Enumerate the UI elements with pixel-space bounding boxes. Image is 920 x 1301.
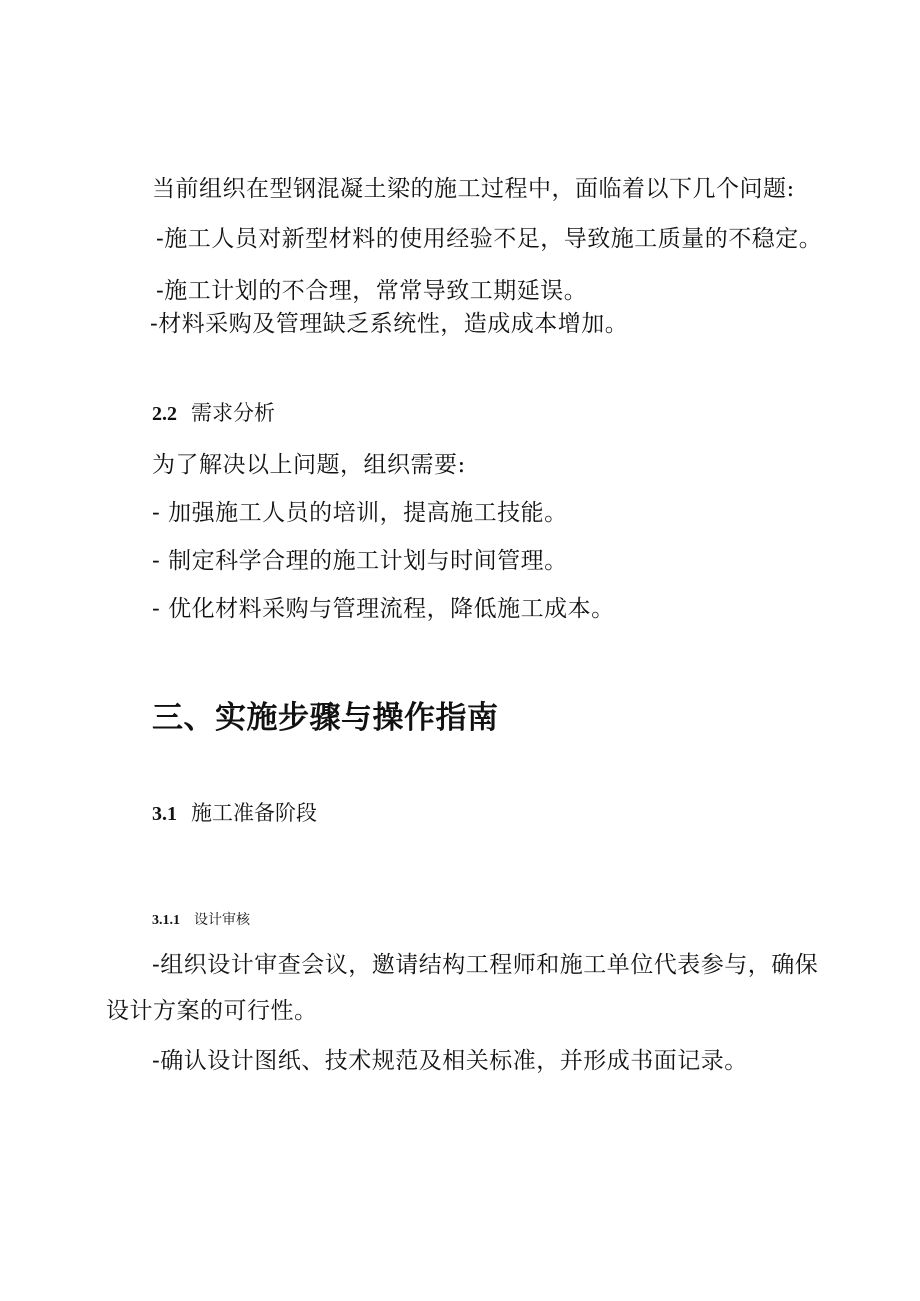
design-review-item-continued: 设计方案的可行性。: [106, 998, 318, 1024]
problem-item: -施工计划的不合理，常常导致工期延误。: [156, 278, 588, 304]
section-number: 3.1.1: [152, 913, 180, 928]
problem-item: -施工人员对新型材料的使用经验不足，导致施工质量的不稳定。: [156, 226, 823, 252]
section-number: 2.2: [152, 403, 177, 425]
section-heading-2-2: [152, 398, 275, 429]
section-title: 需求分析: [191, 401, 275, 425]
design-review-item: -确认设计图纸、技术规范及相关标准，并形成书面记录。: [152, 1048, 748, 1074]
need-item: - 加强施工人员的培训，提高施工技能。: [152, 500, 568, 526]
problems-intro: 当前组织在型钢混凝土梁的施工过程中，面临着以下几个问题:: [152, 176, 795, 202]
section-heading-3-1: [152, 798, 317, 829]
section-title: 设计审核: [194, 912, 250, 928]
chapter-heading-3: 三、实施步骤与操作指南: [152, 700, 499, 736]
section-heading-3-1-1: [152, 910, 250, 931]
need-item: - 优化材料采购与管理流程，降低施工成本。: [152, 596, 615, 622]
section-number: 3.1: [152, 803, 177, 825]
design-review-item: -组织设计审查会议，邀请结构工程师和施工单位代表参与，确保: [152, 952, 819, 978]
need-item: - 制定科学合理的施工计划与时间管理。: [152, 548, 568, 574]
problem-item: -材料采购及管理缺乏系统性，造成成本增加。: [150, 311, 629, 337]
needs-intro: 为了解决以上问题，组织需要:: [152, 452, 466, 478]
section-title: 施工准备阶段: [191, 801, 317, 825]
